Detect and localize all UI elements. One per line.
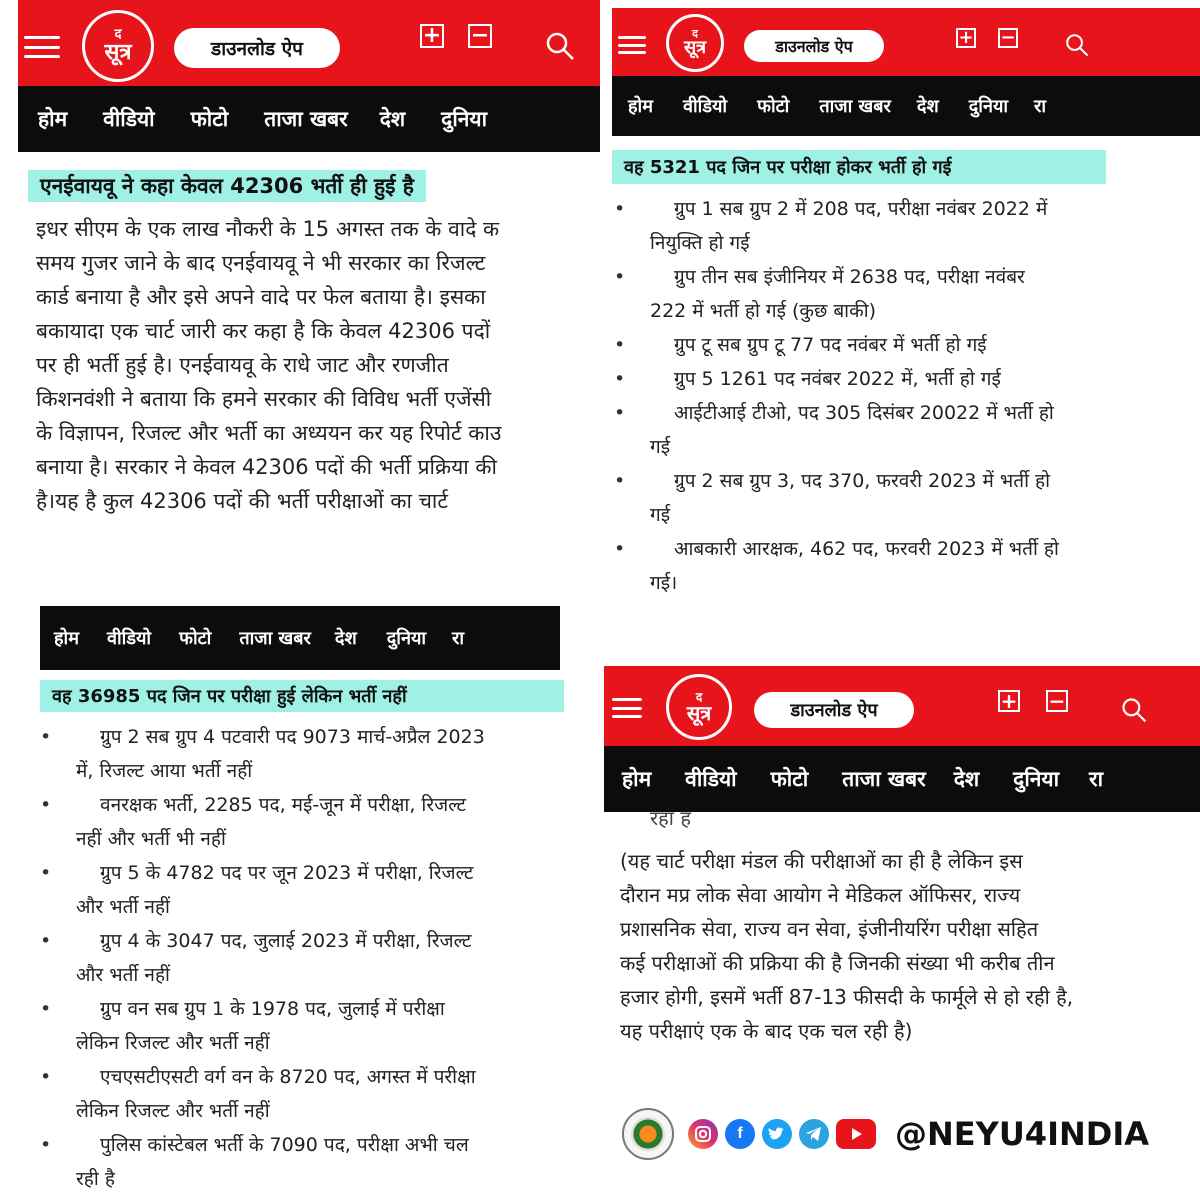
list-item: • एचएसटीएसटी वर्ग वन के 8720 पद, अगस्त में परीक्षा लेकिन रिजल्ट और भर्ती नहीं <box>76 1060 576 1128</box>
zoom-out-button[interactable]: − <box>468 24 492 48</box>
list-item: • ग्रुप टू सब ग्रुप टू 77 पद नवंबर में भर्ती हो गई <box>650 328 1200 362</box>
nav-item-overflow[interactable]: रा <box>1089 767 1104 791</box>
nav-item-latest[interactable]: ताजा खबर <box>819 96 891 117</box>
site-logo[interactable]: द सूत्र <box>82 10 154 82</box>
nav-item-latest[interactable]: ताजा खबर <box>842 767 926 791</box>
screenshot-panel-2 <box>612 8 1200 598</box>
menu-icon[interactable] <box>24 36 60 58</box>
headline-2: वह 5321 पद जिन पर परीक्षा होकर भर्ती हो गई <box>612 150 1106 184</box>
nav-item-country[interactable]: देश <box>379 107 406 131</box>
nav-item-country[interactable]: देश <box>953 767 980 791</box>
list-item: • ग्रुप 4 के 3047 पद, जुलाई 2023 में परीक्षा, रिजल्ट और भर्ती नहीं <box>76 924 576 992</box>
nav-item-latest[interactable]: ताजा खबर <box>264 107 348 131</box>
cut-off-text: रहा ह <box>650 806 691 830</box>
nav-item-home[interactable]: होम <box>54 628 79 649</box>
headline-3: वह 36985 पद जिन पर परीक्षा हुई लेकिन भर्ती नहीं <box>40 680 564 712</box>
zoom-out-button[interactable]: − <box>998 28 1018 48</box>
nav-item-country[interactable]: देश <box>334 628 357 649</box>
screenshot-panel-1 <box>18 0 600 540</box>
nav-item-world[interactable]: दुनिया <box>441 107 488 131</box>
list-item: • ग्रुप 1 सब ग्रुप 2 में 208 पद, परीक्षा नवंबर 2022 में नियुक्ति हो गई <box>650 192 1200 260</box>
nav-item-photo[interactable]: फोटो <box>190 107 229 131</box>
screenshot-panel-3 <box>40 606 580 1200</box>
app-header <box>18 0 600 86</box>
organization-seal-logo <box>622 1108 674 1160</box>
nav-item-home[interactable]: होम <box>622 767 652 791</box>
search-icon[interactable] <box>1064 32 1090 58</box>
telegram-icon[interactable] <box>799 1119 829 1149</box>
nav-item-video[interactable]: वीडियो <box>106 628 152 649</box>
list-item: • ग्रुप तीन सब इंजीनियर में 2638 पद, परीक्षा नवंबर 222 में भर्ती हो गई (कुछ बाकी) <box>650 260 1200 328</box>
list-item: • ग्रुप वन सब ग्रुप 1 के 1978 पद, जुलाई में परीक्षा लेकिन रिजल्ट और भर्ती नहीं <box>76 992 576 1060</box>
zoom-in-button[interactable]: + <box>998 690 1020 712</box>
download-app-button[interactable]: डाउनलोड ऐप <box>744 30 884 62</box>
app-header <box>612 8 1200 76</box>
list-item: • आईटीआई टीओ, पद 305 दिसंबर 20022 में भर्ती हो गई <box>650 396 1200 464</box>
recruited-list <box>650 192 1200 598</box>
list-item: • आबकारी आरक्षक, 462 पद, फरवरी 2023 में भर्ती हो गई। <box>650 532 1200 598</box>
nav-item-photo[interactable]: फोटो <box>179 628 212 649</box>
nav-item-overflow[interactable]: रा <box>1034 96 1047 117</box>
search-icon[interactable] <box>544 30 576 62</box>
site-logo[interactable]: द सूत्र <box>666 674 732 740</box>
app-header <box>604 666 1200 746</box>
site-logo[interactable]: द सूत्र <box>666 14 724 72</box>
download-app-button[interactable]: डाउनलोड ऐप <box>754 692 914 728</box>
nav-item-world[interactable]: दुनिया <box>1013 767 1060 791</box>
download-app-button[interactable]: डाउनलोड ऐप <box>174 28 340 68</box>
menu-icon[interactable] <box>612 698 642 718</box>
nav-item-home[interactable]: होम <box>38 107 68 131</box>
social-footer <box>622 1108 1149 1160</box>
search-icon[interactable] <box>1120 696 1148 724</box>
zoom-out-button[interactable]: − <box>1046 690 1068 712</box>
nav-item-video[interactable]: वीडियो <box>103 107 155 131</box>
facebook-icon[interactable]: f <box>725 1119 755 1149</box>
list-item: • ग्रुप 2 सब ग्रुप 3, पद 370, फरवरी 2023 में भर्ती हो गई <box>650 464 1200 532</box>
article-text-1: इधर सीएम के एक लाख नौकरी के 15 अगस्त तक के वादे क समय गुजर जाने के बाद एनईवायवू ने भी सरकार का रिजल्ट कार्ड बनाया है और इसे अपने वादे पर फेल बताया है। इसका बकायादा एक चार्ट जारी कर कहा है कि केवल 42306 पदों पर ही भर्ती हुई है। एनईवायवू के राधे जाट और रणजीत किशनवंशी ने बताया कि हमने सरकार की विविध भर्ती एजेंसी के विज्ञापन, रिजल्ट और भर्ती का अध्ययन कर यह रिपोर्ट काउ बनाया है। सरकार ने केवल 42306 पदों की भर्ती प्रक्रिया की है।यह है कुल 42306 पदों की भर्ती परीक्षाओं का चार्ट <box>36 217 502 513</box>
instagram-icon[interactable] <box>688 1119 718 1149</box>
twitter-icon[interactable] <box>762 1119 792 1149</box>
social-handle: @NEYU4INDIA <box>895 1115 1149 1153</box>
category-nav <box>604 746 1200 812</box>
headline-1: एनईवायवू ने कहा केवल 42306 भर्ती ही हुई है <box>28 170 426 202</box>
category-nav <box>40 606 560 670</box>
article-text-4: (यह चार्ट परीक्षा मंडल की परीक्षाओं का ही है लेकिन इस दौरान मप्र लोक सेवा आयोग ने मेडिकल ऑफिसर, राज्य प्रशासनिक सेवा, राज्य वन सेवा, इंजीनीयरिंग परीक्षा सहित कई परीक्षाओं की प्रक्रिया की है जिनकी संख्या भी करीब तीन हजार होगी, इसमें भर्ती 87-13 फीसदी के फार्मूले से हो रही है, यह परीक्षाएं एक के बाद एक चल रही है) <box>620 849 1074 1043</box>
category-nav <box>18 86 600 152</box>
list-item: • ग्रुप 5 1261 पद नवंबर 2022 में, भर्ती हो गई <box>650 362 1200 396</box>
nav-item-photo[interactable]: फोटो <box>757 96 790 117</box>
zoom-in-button[interactable]: + <box>956 28 976 48</box>
nav-item-world[interactable]: दुनिया <box>386 628 427 649</box>
nav-item-video[interactable]: वीडियो <box>682 96 728 117</box>
nav-item-home[interactable]: होम <box>628 96 653 117</box>
pending-list <box>76 720 576 1196</box>
nav-item-photo[interactable]: फोटो <box>770 767 809 791</box>
nav-item-video[interactable]: वीडियो <box>685 767 737 791</box>
category-nav <box>612 76 1200 136</box>
nav-item-country[interactable]: देश <box>916 96 939 117</box>
list-item: • वनरक्षक भर्ती, 2285 पद, मई-जून में परीक्षा, रिजल्ट नहीं और भर्ती भी नहीं <box>76 788 576 856</box>
nav-item-latest[interactable]: ताजा खबर <box>239 628 311 649</box>
zoom-in-button[interactable]: + <box>420 24 444 48</box>
screenshot-panel-4 <box>604 666 1200 1068</box>
list-item: • ग्रुप 5 के 4782 पद पर जून 2023 में परीक्षा, रिजल्ट और भर्ती नहीं <box>76 856 576 924</box>
menu-icon[interactable] <box>618 36 646 54</box>
list-item: • ग्रुप 2 सब ग्रुप 4 पटवारी पद 9073 मार्च-अप्रैल 2023 में, रिजल्ट आया भर्ती नहीं <box>76 720 576 788</box>
list-item: • पुलिस कांस्टेबल भर्ती के 7090 पद, परीक्षा अभी चल रही है <box>76 1128 576 1196</box>
nav-item-overflow[interactable]: रा <box>452 628 465 649</box>
youtube-icon[interactable] <box>836 1119 876 1149</box>
nav-item-world[interactable]: दुनिया <box>968 96 1009 117</box>
